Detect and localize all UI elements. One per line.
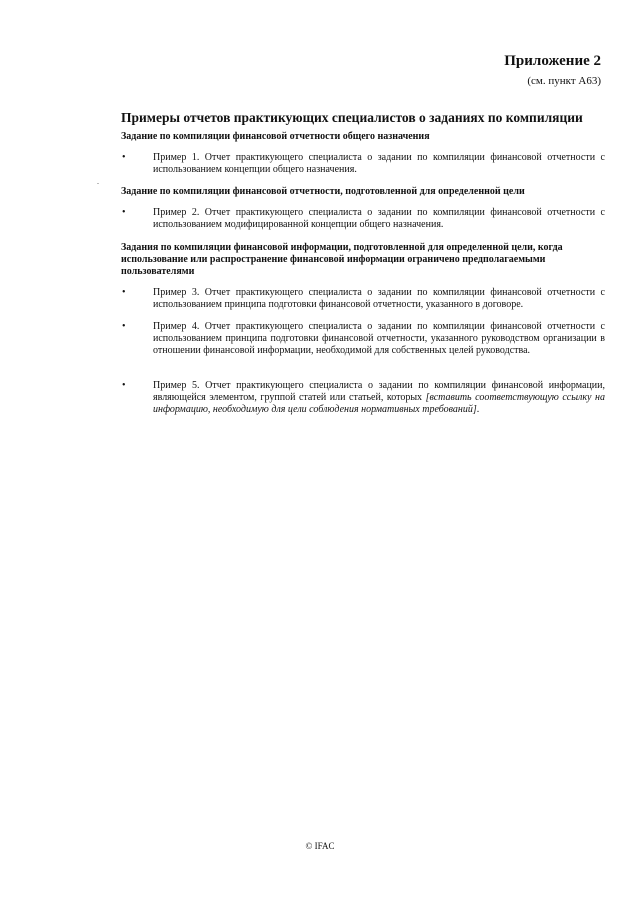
bullet-icon: • [122,321,126,332]
list-item-text-italic: [вставить соответствующую ссылку на информацию, необходимую для цели соблюдения нормативных требований] [153,392,605,415]
document-title: Примеры отчетов практикующих специалистов о заданиях по компиляции [121,110,583,125]
list-item-text-plain: Пример 5. Отчет практикующего специалиста о задании по компиляции финансовой информации, являющейся элементом, группой статей или статьей, которых [153,380,605,403]
list-item-text [153,380,605,416]
list-item-text: Пример 4. Отчет практикующего специалиста о задании по компиляции финансовой отчетности с использованием принципа подготовки финансовой отчетности, указанного руководством организации в отношении финансовой информации, необходимой для собственных целей руководства. [153,321,605,356]
list-item-example-3 [121,287,605,311]
list-item-text: Пример 1. Отчет практикующего специалиста о задании по компиляции финансовой отчетности с использованием концепции общего назначения. [153,152,605,175]
bullet-icon: • [122,207,126,218]
section-heading-special-purpose: Задание по компиляции финансовой отчетности, подготовленной для определенной цели [121,186,525,197]
section-heading-general-purpose: Задание по компиляции финансовой отчетности общего назначения [121,131,430,142]
list-item-example-4 [121,321,605,357]
appendix-title: Приложение 2 [504,53,601,69]
list-item-example-5 [121,380,605,416]
list-item-text: Пример 3. Отчет практикующего специалиста о задании по компиляции финансовой отчетности с использованием принципа подготовки финансовой отчетности, указанного в договоре. [153,287,605,310]
bullet-icon: • [122,380,126,391]
list-item-example-2 [121,207,605,231]
list-item-text-end: . [476,404,480,415]
list-item-text: Пример 2. Отчет практикующего специалиста о задании по компиляции финансовой отчетности с использованием модифицированной концепции общего назначения. [153,207,605,230]
bullet-icon: • [122,152,126,163]
scan-speck [97,183,99,184]
appendix-reference: (см. пункт А63) [527,75,601,87]
list-item-example-1 [121,152,605,176]
bullet-icon: • [122,287,126,298]
footer-copyright: © IFAC [305,841,335,851]
section-heading-restricted-use: Задания по компиляции финансовой информации, подготовленной для определенной цели, когда использование или распространение финансовой информации ограничено предполагаемыми пользователями [121,242,563,277]
